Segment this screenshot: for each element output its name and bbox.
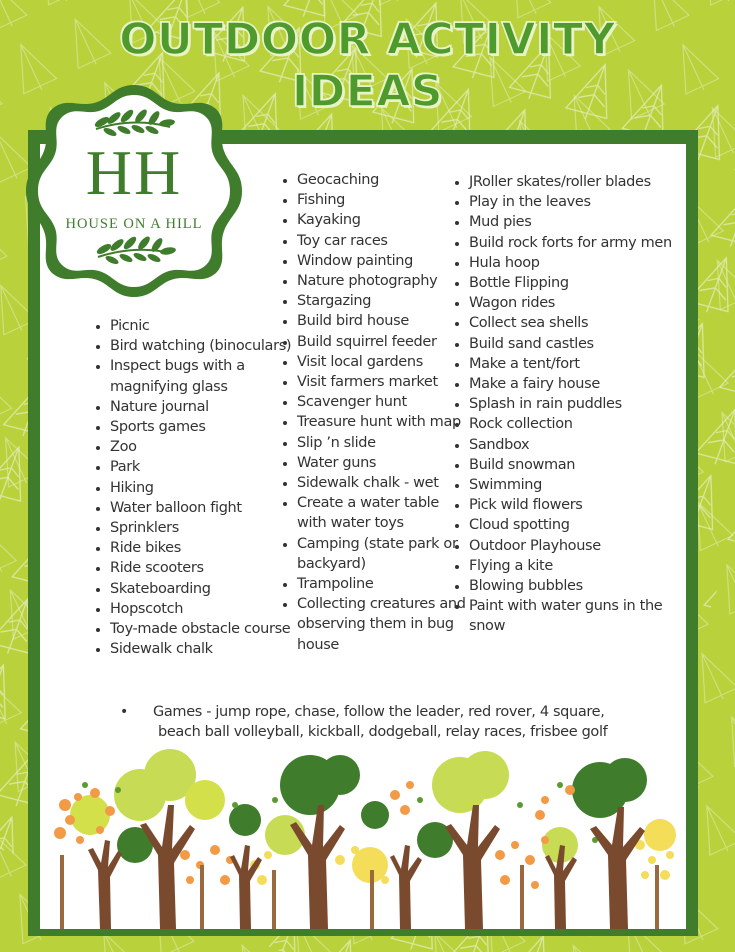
list-item: • Sports games — [110, 417, 295, 437]
list-item: • Geocaching — [297, 170, 467, 190]
list-item: • Build snowman — [469, 455, 699, 475]
list-item: • JRoller skates/roller blades — [469, 172, 699, 192]
games-line-2: beach ball volleyball, kickball, dodgeball, relay races, frisbee golf — [158, 724, 608, 740]
list-item: • Water guns — [297, 453, 467, 473]
list-item: • Wagon rides — [469, 293, 699, 313]
title-line-1: OUTDOOR ACTIVITY — [119, 14, 616, 65]
list-item: • Build squirrel feeder — [297, 332, 467, 352]
list-item: • Nature journal — [110, 397, 295, 417]
list-item: • Swimming — [469, 475, 699, 495]
list-item: • Splash in rain puddles — [469, 394, 699, 414]
list-item: • Build bird house — [297, 311, 467, 331]
list-item: • Mud pies — [469, 212, 699, 232]
activity-list-column-2 — [280, 170, 467, 655]
list-item: • Play in the leaves — [469, 192, 699, 212]
games-line-1: Games - jump rope, chase, follow the leader, red rover, 4 square, — [153, 704, 605, 720]
list-item: • Visit farmers market — [297, 372, 467, 392]
list-item: • Bottle Flipping — [469, 273, 699, 293]
list-item: • Trampoline — [297, 574, 467, 594]
list-item: • Treasure hunt with map — [297, 412, 467, 432]
list-item: • Scavenger hunt — [297, 392, 467, 412]
list-item: • Sandbox — [469, 435, 699, 455]
list-item: • Hiking — [110, 478, 295, 498]
list-item: • Zoo — [110, 437, 295, 457]
list-item: • Outdoor Playhouse — [469, 536, 699, 556]
list-item: • Skateboarding — [110, 579, 295, 599]
list-item: • Fishing — [297, 190, 467, 210]
list-item: • Sprinklers — [110, 518, 295, 538]
activity-list-column-3 — [452, 172, 699, 637]
list-item: • Make a fairy house — [469, 374, 699, 394]
list-item: • Slip ’n slide — [297, 433, 467, 453]
list-item: • Water balloon fight — [110, 498, 295, 518]
list-item: • Nature photography — [297, 271, 467, 291]
logo-name: HOUSE ON A HILL — [65, 216, 203, 232]
tree-illustration-border — [40, 745, 686, 929]
list-item: • Picnic — [110, 316, 295, 336]
activity-list-column-1 — [93, 316, 295, 659]
list-item: • Park — [110, 457, 295, 477]
logo-monogram: HH — [85, 137, 183, 208]
list-item: • Paint with water guns in the snow — [469, 596, 699, 636]
list-item: • Visit local gardens — [297, 352, 467, 372]
list-item: • Blowing bubbles — [469, 576, 699, 596]
list-item: • Build rock forts for army men — [469, 233, 699, 253]
list-item: • Stargazing — [297, 291, 467, 311]
list-item: • Sidewalk chalk — [110, 639, 295, 659]
list-item: • Cloud spotting — [469, 515, 699, 535]
list-item: • Kayaking — [297, 210, 467, 230]
title-line-2: IDEAS — [291, 66, 444, 117]
list-item: • Ride scooters — [110, 558, 295, 578]
list-item: • Inspect bugs with a magnifying glass — [110, 356, 295, 396]
list-item: • Rock collection — [469, 414, 699, 434]
list-item: • Sidewalk chalk - wet — [297, 473, 467, 493]
list-item: • Toy car races — [297, 231, 467, 251]
list-item: • Toy-made obstacle course — [110, 619, 295, 639]
list-item: • Collecting creatures and observing them in bug house — [297, 594, 467, 655]
list-item: • Hopscotch — [110, 599, 295, 619]
list-item: • Create a water table with water toys — [297, 493, 467, 533]
list-item: • Flying a kite — [469, 556, 699, 576]
list-item: • Ride bikes — [110, 538, 295, 558]
list-item: • Pick wild flowers — [469, 495, 699, 515]
list-item: • Build sand castles — [469, 334, 699, 354]
list-item: • Make a tent/fort — [469, 354, 699, 374]
list-item: • Bird watching (binoculars) — [110, 336, 295, 356]
list-item: • Window painting — [297, 251, 467, 271]
list-item: • Camping (state park or backyard) — [297, 534, 467, 574]
list-item: • Hula hoop — [469, 253, 699, 273]
list-item: • Collect sea shells — [469, 313, 699, 333]
bullet-icon: • — [120, 704, 128, 720]
